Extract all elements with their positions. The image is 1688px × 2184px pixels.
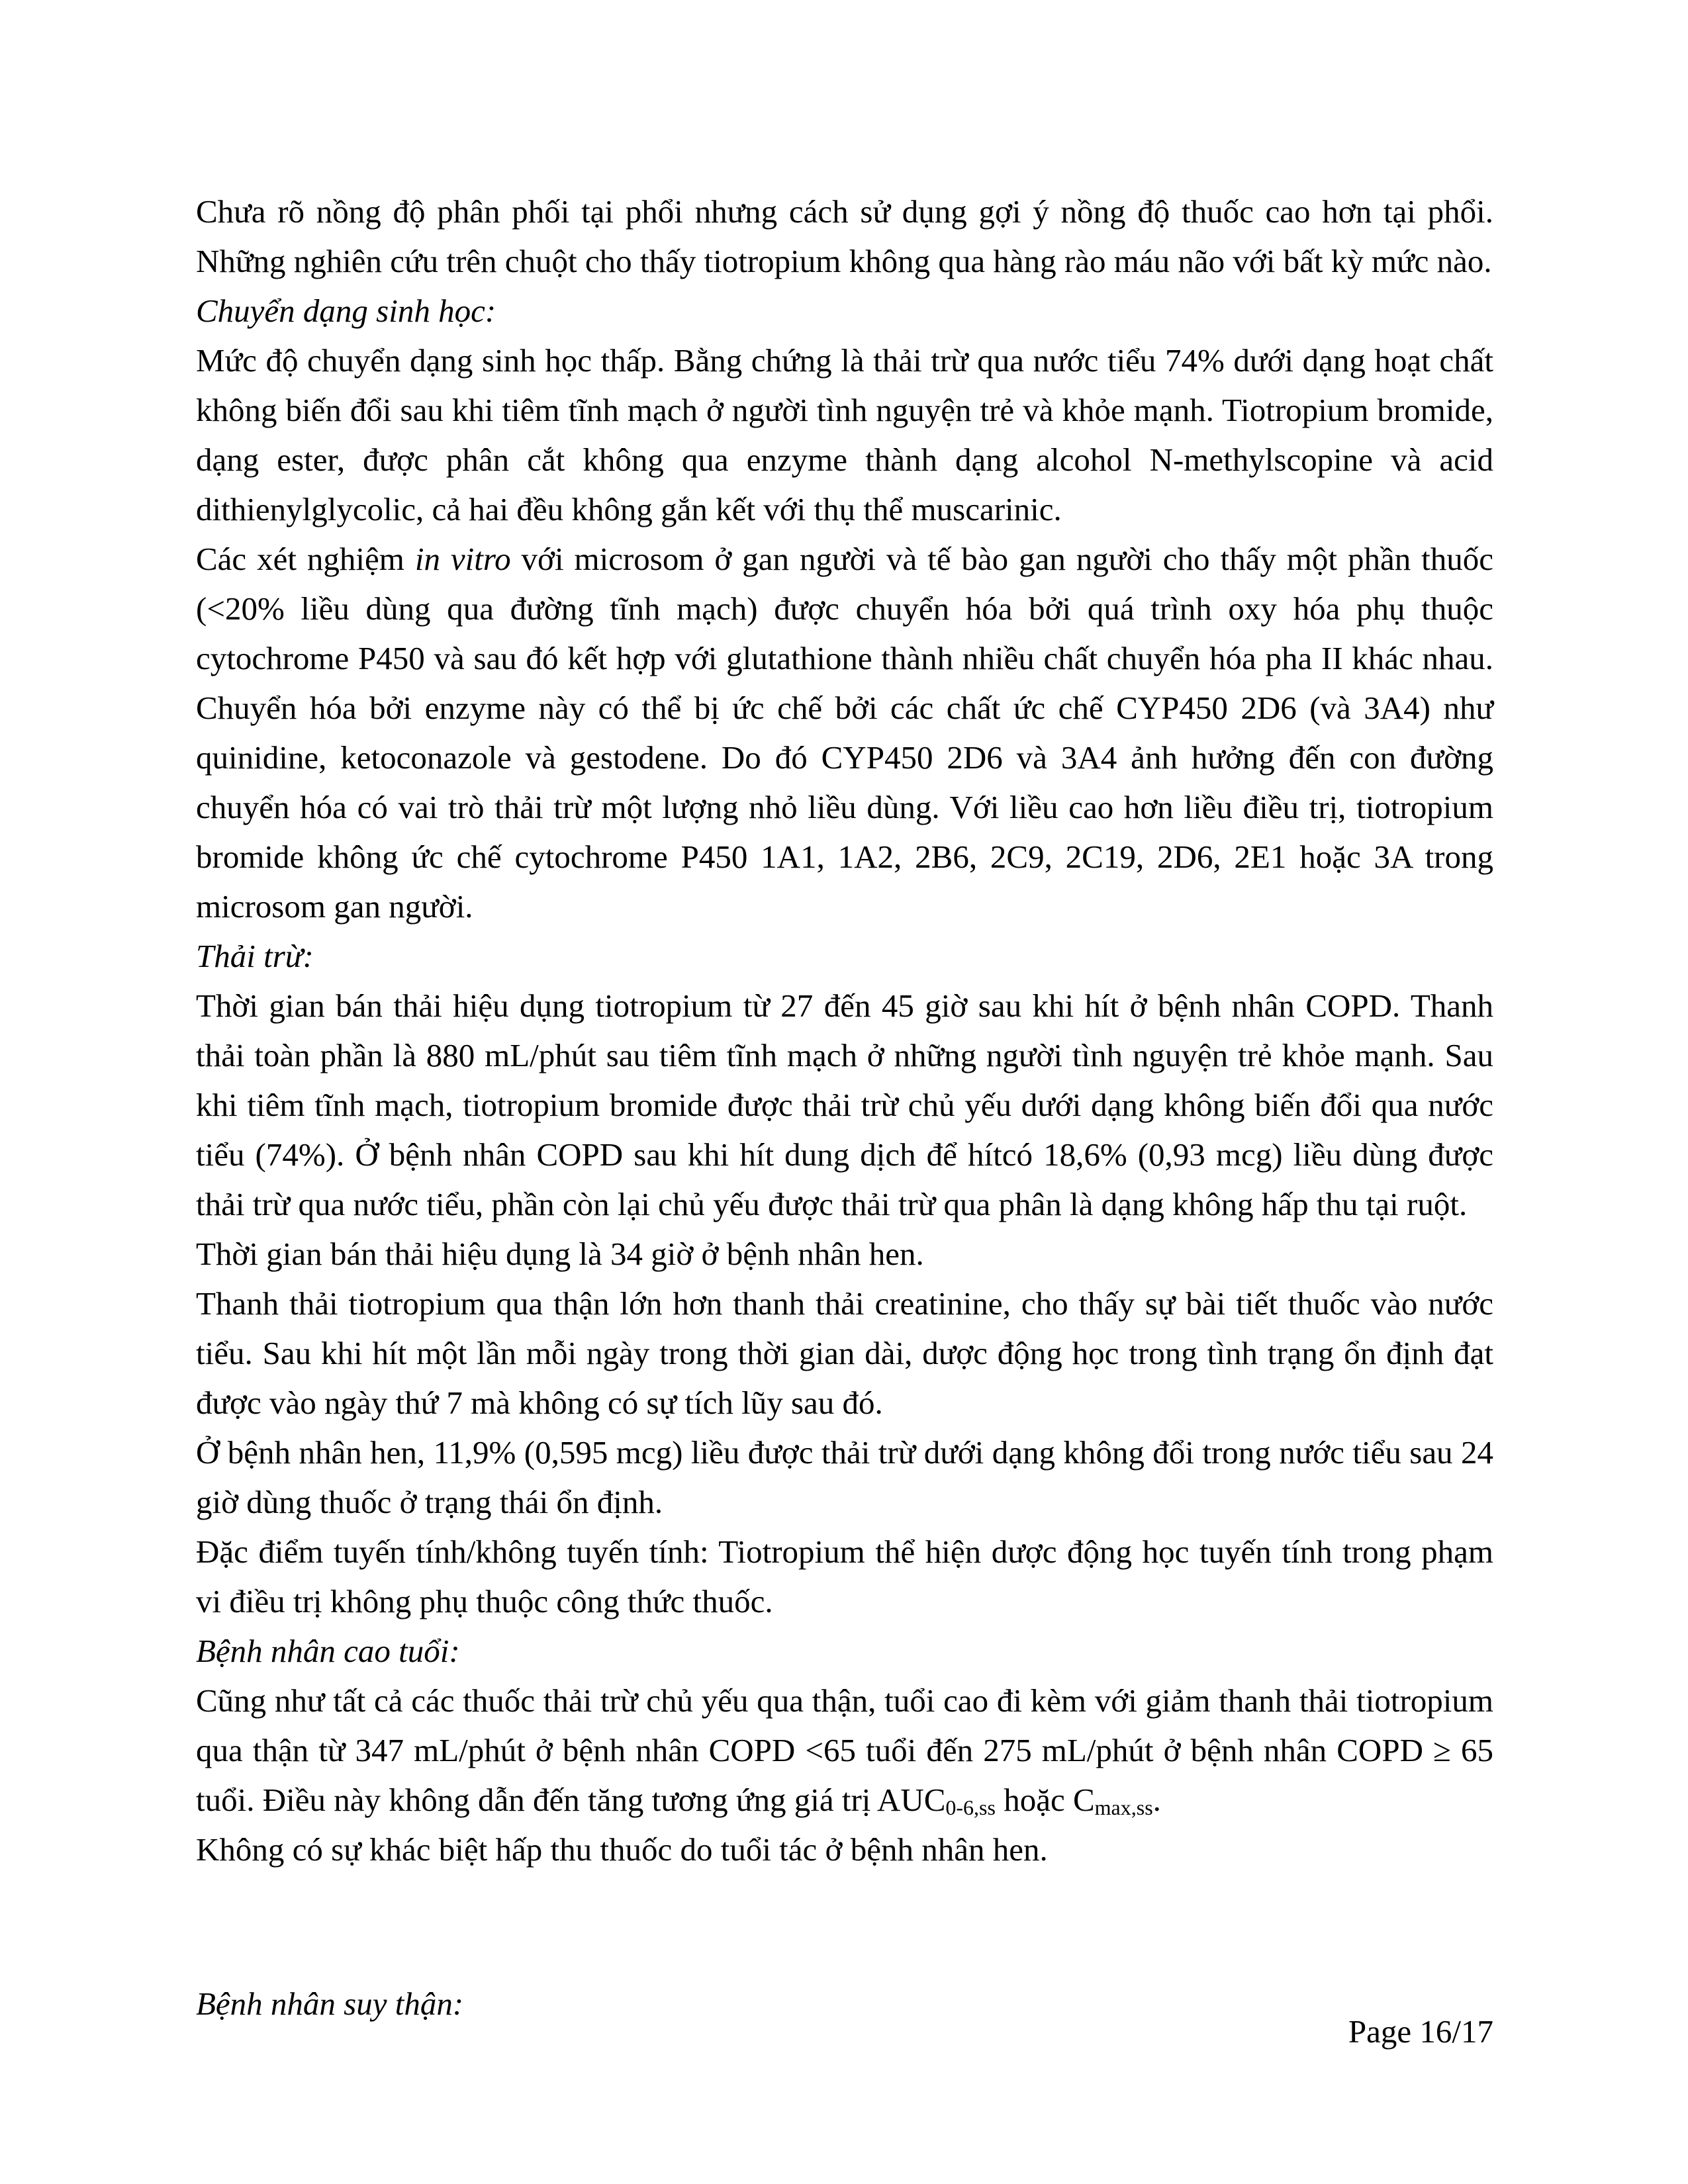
subscript-auc: 0-6,ss (945, 1796, 996, 1819)
paragraph-lung-distribution: Chưa rõ nồng độ phân phối tại phổi nhưng cách sử dụng gợi ý nồng độ thuốc cao hơn tại phổi. Những nghiên cứu trên chuột cho thấy tiotropium không qua hàng rào máu não với bất kỳ mức nào. (196, 193, 1493, 279)
paragraph-elderly-clearance (196, 1676, 1493, 1825)
page-number: Page 16/17 (1348, 2013, 1493, 2050)
heading-renal-impairment: Bệnh nhân suy thận: (196, 1985, 464, 2022)
text-span: hoặc C (995, 1782, 1095, 1818)
paragraph-elimination-half-life: Thời gian bán thải hiệu dụng tiotropium từ 27 đến 45 giờ sau khi hít ở bệnh nhân COPD. Thanh thải toàn phần là 880 mL/phút sau tiêm tĩnh mạch ở những người tình nguyện trẻ khỏe mạnh. Sau khi tiêm tĩnh mạch, tiotropium bromide được thải trừ chủ yếu dưới dạng không biến đổi qua nước tiểu (74%). Ở bệnh nhân COPD sau khi hít dung dịch để hítcó 18,6% (0,93 mcg) liều dùng được thải trừ qua nước tiểu, phần còn lại chủ yếu được thải trừ qua phân là dạng không hấp thu tại ruột. (196, 987, 1493, 1222)
paragraph-linearity: Đặc điểm tuyến tính/không tuyến tính: Tiotropium thể hiện dược động học tuyến tính trong phạm vi điều trị không phụ thuộc công thức thuốc. (196, 1533, 1493, 1619)
paragraph-in-vitro-metabolism (196, 534, 1493, 931)
heading-elderly-patients: Bệnh nhân cao tuổi: (196, 1633, 460, 1669)
paragraph-biotransformation: Mức độ chuyển dạng sinh học thấp. Bằng chứng là thải trừ qua nước tiểu 74% dưới dạng hoạt chất không biến đổi sau khi tiêm tĩnh mạch ở người tình nguyện trẻ và khỏe mạnh. Tiotropium bromide, dạng ester, được phân cắt không qua enzyme thành dạng alcohol N-methylscopine và acid dithienylglycolic, cả hai đều không gắn kết với thụ thể muscarinic. (196, 342, 1493, 527)
text-span: Cũng như tất cả các thuốc thải trừ chủ yếu qua thận, tuổi cao đi kèm với giảm thanh thải tiotropium qua thận từ 347 mL/phút ở bệnh nhân COPD <65 tuổi đến 275 mL/phút ở bệnh nhân COPD ≥ 65 tuổi. Điều này không dẫn đến tăng tương ứng giá trị AUC (196, 1682, 1493, 1818)
subscript-cmax: max,ss (1094, 1796, 1153, 1819)
italic-term-in-vitro: in vitro (414, 541, 511, 577)
section-renal-impairment (196, 1979, 1493, 2028)
paragraph-renal-clearance: Thanh thải tiotropium qua thận lớn hơn thanh thải creatinine, cho thấy sự bài tiết thuốc vào nước tiểu. Sau khi hít một lần mỗi ngày trong thời gian dài, dược động học trong tình trạng ổn định đạt được vào ngày thứ 7 mà không có sự tích lũy sau đó. (196, 1285, 1493, 1421)
heading-elimination: Thải trừ: (196, 938, 314, 974)
paragraph-asthma-excretion: Ở bệnh nhân hen, 11,9% (0,595 mcg) liều được thải trừ dưới dạng không đổi trong nước tiểu sau 24 giờ dùng thuốc ở trạng thái ổn định. (196, 1434, 1493, 1520)
heading-biotransformation: Chuyển dạng sinh học: (196, 293, 496, 329)
paragraph-asthma-half-life: Thời gian bán thải hiệu dụng là 34 giờ ở bệnh nhân hen. (196, 1236, 924, 1272)
text-span: Các xét nghiệm (196, 541, 415, 577)
paragraph-elderly-asthma: Không có sự khác biệt hấp thu thuốc do tuổi tác ở bệnh nhân hen. (196, 1831, 1048, 1868)
text-span: với microsom ở gan người và tế bào gan người cho thấy một phần thuốc (<20% liều dùng qua đường tĩnh mạch) được chuyển hóa bởi quá trình oxy hóa phụ thuộc cytochrome P450 và sau đó kết hợp với glutathione thành nhiều chất chuyển hóa pha II khác nhau. Chuyển hóa bởi enzyme này có thể bị ức chế bởi các chất ức chế CYP450 2D6 (và 3A4) như quinidine, ketoconazole và gestodene. Do đó CYP450 2D6 và 3A4 ảnh hưởng đến con đường chuyển hóa có vai trò thải trừ một lượng nhỏ liều dùng. Với liều cao hơn liều điều trị, tiotropium bromide không ức chế cytochrome P450 1A1, 1A2, 2B6, 2C9, 2C19, 2D6, 2E1 hoặc 3A trong microsom gan người. (196, 541, 1493, 925)
body-text (196, 187, 1493, 1874)
text-span: . (1152, 1782, 1161, 1818)
